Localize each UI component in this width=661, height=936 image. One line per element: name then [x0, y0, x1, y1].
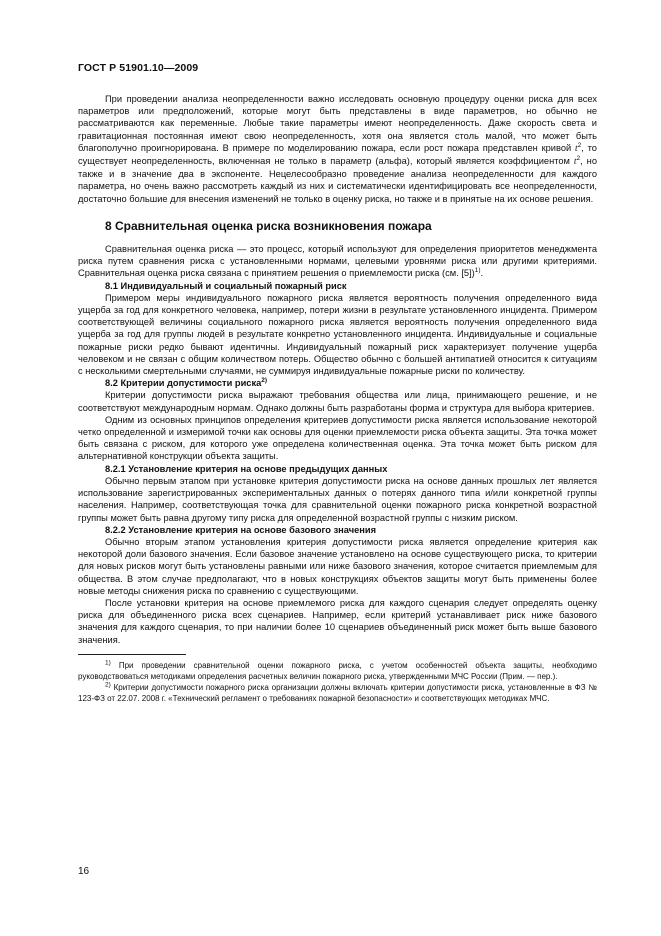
document-body [78, 93, 597, 705]
footnote-divider [78, 654, 186, 655]
footnote-2: $^{2)}$ Критерии допустимости пожарного риска организации должны включать критерии допустимости риска, установленные в ФЗ № 123-ФЗ от 22.07. 2008 г. «Технический регламент о требованиях пожарной безопасности» и соответствующих методиках МЧС. [78, 681, 598, 704]
section-8-2-paragraph-1: Критерии допустимости риска выражают требования общества или лица, принимающего решение, и не соответствуют международным нормам. Однако должны быть разработаны форма и структура для выбора критериев. [78, 390, 597, 413]
section-8-paragraph: Сравнительная оценка риска — это процесс, который используют для определения приоритетов менеджмента риска путем сравнения риска с установленными нормами, целевыми уровнями риска или другими критериями. Сравнительная оценка риска связана с принятием решения о приемлемости риска (см. [5])$^{1)}$. [78, 244, 597, 279]
footnote-1: $^{1)}$ При проведении сравнительной оценки пожарного риска, с учетом особенностей объекта защиты, необходимо руководствоваться методиками определения расчетных величин пожарного риска, утвержденными МЧС России (Прим. — пер.). [78, 659, 597, 681]
document-header: ГОСТ Р 51901.10—2009 [78, 62, 199, 74]
section-8-heading: 8 Сравнительная оценка риска возникновения пожара [105, 218, 432, 233]
footnote-ref-2: 2) [261, 377, 268, 385]
section-8-2-heading: 8.2 Критерии допустимости риска$^{2)}$ [105, 377, 268, 389]
section-8-1-paragraph: Примером меры индивидуального пожарного риска является вероятность получения определенного вида ущерба за год для конкретного человека, например, потери жизни в результате установленного инцидента. Примером соответствующей величины социального пожарного риска является вероятность получения определенного вида ущерба за год для группы людей в результате конкретно установленного инцидента. Индивидуальные и социальные пожарные риски редко бывают идентичны. Индивидуальный пожарный риск характеризует получение ущерба человеком и не связан с общим количеством потерь. Общество обычно с большей антипатией относится к ситуациям с несколькими смертельными случаями, не суммируя индивидуальные пожарные риски по количеству. [78, 292, 597, 377]
section-8-2-paragraph-2: Одним из основных принципов определения критериев допустимости риска является использование некоторой четко определенной и измеримой точки как основы для оценки приемлемости риска объекта защиты. Эта точка может быть связана с риском, для которого уже определена количественная оценка. Эта точка может быть риском для альтернативной конструкции объекта защиты. [78, 414, 597, 462]
section-8-2-2-heading: 8.2.2 Установление критерия на основе базового значения [105, 524, 377, 535]
section-8-2-2-paragraph-2: После установки критерия на основе приемлемого риска для каждого сценария следует определять оценку риска для объединенного риска всех сценариев. Например, если критерий устанавливает риск ниже базового значения для каждого сценария, то при наличии более 10 сценариев объединенный риск может быть выше базового значения. [78, 597, 597, 645]
intro-paragraph: При проведении анализа неопределенности важно исследовать основную процедуру оценки риска для всех параметров или предположений, которые могут быть представлены в виде параметров, но обычно не рассматриваются как переменные. Любые такие параметры имеют неопределенность. Даже скорость света и гравитационная постоянная имеют свою неопределенность, хотя она является столь малой, что может быть благополучно проигнорирована. В примере по моделированию пожара, если рост пожара представлен кривой $t^2$, то существует неопределенность, включенная не только в параметр (альфа), который является коэффициентом $t^2$, но также и в значение два в экспоненте. Нецелесообразно проведение анализа неопределенности для каждого параметра, но очень важно рассмотреть каждый из них и систематически идентифицировать все неопределенности, достаточно большие для внесения изменений не только в оценку риска, но также и в принятые на их основе решения. [78, 94, 597, 204]
page-number: 16 [78, 866, 90, 877]
footnote-ref-1: 1) [474, 267, 481, 275]
section-8-2-1-heading: 8.2.1 Установление критерия на основе предыдущих данных [105, 463, 388, 474]
section-8-2-2-paragraph-1: Обычно вторым этапом установления критерия допустимости риска является определение критерия как некоторой доли базового значения. Если базовое значение установлено на основе существующего риска, то критерии для новых рисков могут быть установлены равными или ниже базового значения, которое считается приемлемым для общества. В этом случае предполагают, что в новых конструкциях объектов защиты могут быть применены более новые методы снижения риска по сравнению с существующими. [78, 536, 597, 596]
section-8-1-heading: 8.1 Индивидуальный и социальный пожарный риск [105, 280, 347, 291]
section-8-2-1-paragraph: Обычно первым этапом при установке критерия допустимости риска на основе данных прошлых лет является использование зарегистрированных экспериментальных данных о потерях данного типа и/или конкретной группы населения. Например, соответствующая точка для сравнительной оценки пожарного риска конкретной возрастной группы может быть равна другому типу риска для определенной возрастной группы с низким риском. [78, 475, 597, 523]
